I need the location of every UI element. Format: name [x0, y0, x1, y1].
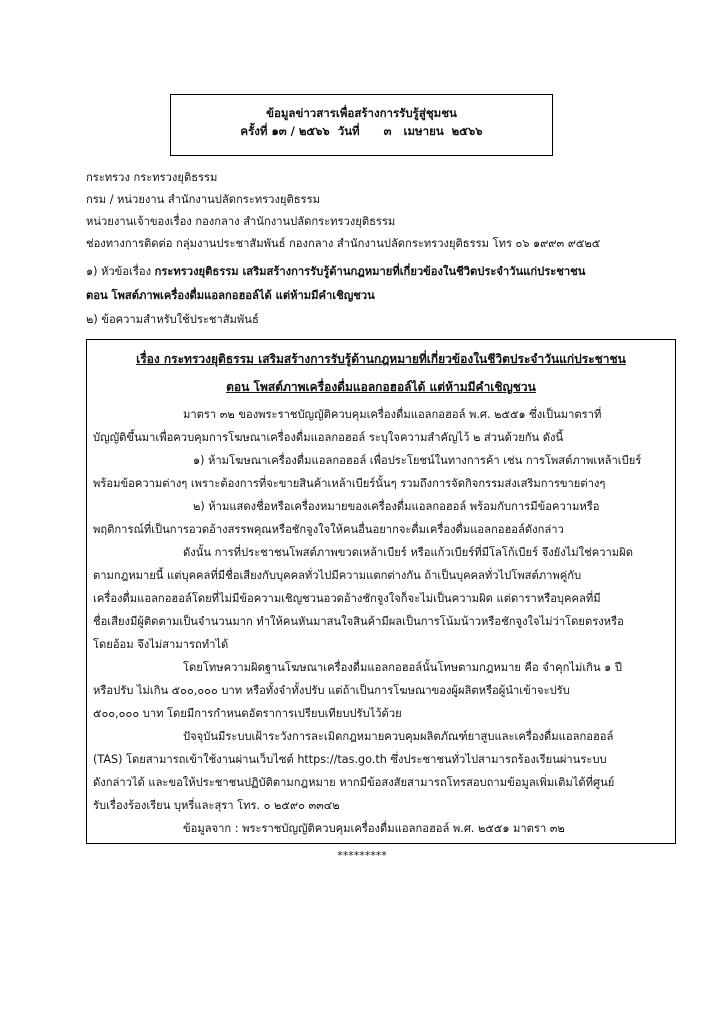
end-stars: *********: [337, 849, 387, 862]
topic-title-line1: กระทรวงยุติธรรม เสริมสร้างการรับรู้ด้านกฎหมายที่เกี่ยวข้องในชีวิตประจำวันแก่ประชาชน: [154, 265, 586, 278]
header-title: ข้อมูลข่าวสารเพื่อสร้างการรับรู้สู่ชุมชน: [266, 106, 457, 120]
body-line: ดังกล่าวได้ และขอให้ประชาชนปฏิบัติตามกฎหมาย หากมีข้อสงสัยสามารถโทรสอบถามข้อมูลเพิ่มเติมได้ที่ศูนย์: [93, 776, 615, 789]
topic-label: ๑) หัวข้อเรื่อง: [86, 265, 155, 278]
article-title-line1: เรื่อง กระทรวงยุติธรรม เสริมสร้างการรับรู้ด้านกฎหมายที่เกี่ยวข้องในชีวิตประจำวันแก่ประชาชน: [136, 352, 626, 366]
article-body: [93, 404, 669, 841]
meta-ministry: กระทรวง กระทรวงยุติธรรม: [86, 171, 218, 184]
body-line: ๑) ห้ามโฆษณาเครื่องดื่มแอลกอฮอล์ เพื่อประโยชน์ในทางการค้า เช่น การโพสต์ภาพเหล้าเบียร์: [193, 454, 642, 467]
body-line: พร้อมข้อความต่างๆ เพราะต้องการที่จะขายสินค้าเหล้าเบียร์นั้นๆ รวมถึงการจัดกิจกรรมส่งเสริมการขายต่างๆ: [93, 477, 606, 490]
body-line: ตามกฎหมายนี้ แต่บุคคลที่มีชื่อเสียงกับบุคคลทั่วไปมีความแตกต่างกัน ถ้าเป็นบุคคลทั่วไปโพสต์ภาพคู่กับ: [93, 569, 582, 582]
body-line: บัญญัติขึ้นมาเพื่อควบคุมการโฆษณาเครื่องดื่มแอลกอฮอล์ ระบุใจความสำคัญไว้ ๒ ส่วนด้วยกัน ดังนี้: [93, 431, 564, 444]
article-box: [86, 339, 676, 844]
body-line: (TAS) โดยสามารถเข้าใช้งานผ่านเว็บไซต์ https://tas.go.th ซึ่งประชาชนทั่วไปสามารถร้องเรียนผ่านระบบ: [93, 753, 607, 766]
meta-department: กรม / หน่วยงาน สำนักงานปลัดกระทรวงยุติธรรม: [86, 193, 320, 206]
topic-section: [86, 264, 686, 336]
header-issue: ครั้งที่ ๑๓ / ๒๕๖๖ วันที่ ๓ เมษายน ๒๕๖๖: [240, 123, 483, 138]
article-title: [93, 348, 669, 404]
body-line: ชื่อเสียงมีผู้ติดตามเป็นจำนวนมาก ทำให้คนหันมาสนใจสินค้ามีผลเป็นการโน้มน้าวหรือชักจูงใจไม่ว่าโดยตรงหรือ: [93, 615, 624, 628]
header-box: [170, 94, 553, 156]
pr-label: ๒) ข้อความสำหรับใช้ประชาสัมพันธ์: [86, 313, 259, 326]
body-line: รับเรื่องร้องเรียน บุหรี่และสุรา โทร. ๐ ๒๕๙๐ ๓๓๔๒: [93, 799, 340, 812]
body-source: ข้อมูลจาก : พระราชบัญญัติควบคุมเครื่องดื่มแอลกอฮอล์ พ.ศ. ๒๕๕๑ มาตรา ๓๒: [183, 822, 565, 835]
meta-contact: ช่องทางการติดต่อ กลุ่มงานประชาสัมพันธ์ กองกลาง สำนักงานปลัดกระทรวงยุติธรรม โทร ๐๖ ๑๙๙๓ ๙๕๒๕: [86, 237, 601, 250]
body-line: มาตรา ๓๒ ของพระราชบัญญัติควบคุมเครื่องดื่มแอลกอฮอล์ พ.ศ. ๒๕๕๑ ซึ่งเป็นมาตราที่: [183, 408, 602, 421]
body-line: หรือปรับ ไม่เกิน ๕๐๐,๐๐๐ บาท หรือทั้งจำทั้งปรับ แต่ถ้าเป็นการโฆษณาของผู้ผลิตหรือผู้นำเข้าจะปรับ: [93, 684, 570, 697]
body-line: โดยอ้อม จึงไม่สามารถทำได้: [93, 638, 229, 651]
body-line: ดังนั้น การที่ประชาชนโพสต์ภาพขวดเหล้าเบียร์ หรือแก้วเบียร์ที่มีโลโก้เบียร์ จึงยังไม่ใช่ความผิด: [183, 546, 633, 559]
meta-info: [86, 170, 686, 258]
body-line: พฤติการณ์ที่เป็นการอวดอ้างสรรพคุณหรือชักจูงใจให้คนอื่นอยากจะดื่มเครื่องดื่มแอลกอฮอล์ดังกล่าว: [93, 523, 564, 536]
body-line: เครื่องดื่มแอลกอฮอล์โดยที่ไม่มีข้อความเชิญชวนอวดอ้างชักจูงใจก็จะไม่เป็นความผิด แต่ดาราหรือบุคคลที่มี: [93, 592, 601, 605]
body-line: โดยโทษความผิดฐานโฆษณาเครื่องดื่มแอลกอฮอล์นั้นโทษตามกฎหมาย คือ จำคุกไม่เกิน ๑ ปี: [183, 661, 622, 674]
topic-title-line2: ตอน โพสต์ภาพเครื่องดื่มแอลกอฮอล์ได้ แต่ห้ามมีคำเชิญชวน: [86, 289, 375, 302]
meta-owner: หน่วยงานเจ้าของเรื่อง กองกลาง สำนักงานปลัดกระทรวงยุติธรรม: [86, 215, 396, 228]
body-line: ปัจจุบันมีระบบเฝ้าระวังการละเมิดกฎหมายควบคุมผลิตภัณฑ์ยาสูบและเครื่องดื่มแอลกอฮอล์: [183, 730, 614, 743]
body-line: ๕๐๐,๐๐๐ บาท โดยมีการกำหนดอัตราการเปรียบเทียบปรับไว้ด้วย: [93, 707, 402, 720]
body-line: ๒) ห้ามแสดงชื่อหรือเครื่องหมายของเครื่องดื่มแอลกอฮอล์ พร้อมกับการมีข้อความหรือ: [193, 500, 600, 513]
article-title-line2: ตอน โพสต์ภาพเครื่องดื่มแอลกอฮอล์ได้ แต่ห้ามมีคำเชิญชวน: [226, 380, 536, 394]
